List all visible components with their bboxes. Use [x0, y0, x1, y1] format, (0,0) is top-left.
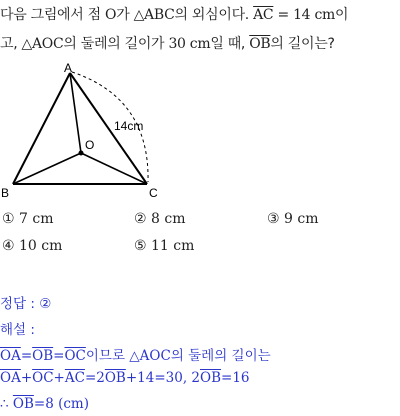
- answer-line: [0, 292, 51, 312]
- segment-oa-text: $\overline{OA}$: [0, 370, 21, 386]
- perimeter-value: 30 cm: [168, 36, 211, 52]
- question-text: 의 길이는?: [270, 36, 335, 52]
- final-answer: =8 (cm): [33, 396, 89, 412]
- choice-number: ③: [267, 211, 280, 227]
- point-o-dot: [79, 151, 84, 156]
- triangle-aoc-text: △AOC: [129, 348, 171, 364]
- explanation-label: [0, 318, 35, 338]
- equation-part: =16: [221, 370, 250, 386]
- vertex-c-label: C: [149, 186, 158, 200]
- segment-ac: $\overline{AC}$: [253, 7, 274, 23]
- choice-5[interactable]: [134, 238, 194, 254]
- triangle-figure: [0, 56, 180, 208]
- segment-ob: $\overline{OB}$: [249, 36, 271, 52]
- segment-oc-text: $\overline{OC}$: [32, 370, 54, 386]
- point-o: O: [105, 7, 117, 23]
- question-text: 의 둘레의 길이가: [63, 36, 169, 52]
- segment-oc-text: $\overline{OC}$: [64, 348, 86, 364]
- solution-line-1: [0, 344, 271, 364]
- question-text: 가: [116, 7, 134, 23]
- solution-line-3: [0, 396, 89, 412]
- solution-text: 이므로: [85, 348, 130, 364]
- segment-ob-text: $\overline{OB}$: [12, 396, 34, 412]
- equation-part: +14=30, 2: [125, 370, 201, 386]
- choice-1[interactable]: [2, 211, 54, 227]
- plus: +: [53, 370, 65, 386]
- choice-text: 8 cm: [151, 211, 186, 227]
- answer-value: ②: [39, 296, 52, 312]
- segment-oa-text: $\overline{OA}$: [0, 348, 21, 364]
- question-text: 의 외심이다.: [174, 7, 254, 23]
- solution-text: 의 둘레의 길이는: [170, 348, 271, 364]
- equals: =: [20, 348, 33, 364]
- therefore-symbol: ∴: [0, 396, 13, 412]
- triangle-aoc: △AOC: [21, 36, 64, 52]
- question-text: 이: [334, 7, 349, 23]
- choice-3[interactable]: [267, 211, 319, 227]
- question-text: 일 때,: [210, 36, 250, 52]
- explain-label: 해설 :: [0, 322, 35, 338]
- choice-number: ⑤: [134, 238, 147, 254]
- segment-ob-text: $\overline{OB}$: [104, 370, 126, 386]
- solution-line-2: [0, 370, 250, 386]
- choice-4[interactable]: [2, 238, 62, 254]
- choice-number: ①: [2, 211, 15, 227]
- choice-2[interactable]: [134, 211, 186, 227]
- question-line-2: [0, 33, 335, 53]
- choice-number: ②: [134, 211, 147, 227]
- vertex-a-label: A: [64, 61, 73, 75]
- question-text: 고,: [0, 36, 22, 52]
- plus: +: [20, 370, 33, 386]
- segment-ob-line: [13, 153, 81, 184]
- choice-text: 11 cm: [151, 238, 195, 254]
- segment-ob-text: $\overline{OB}$: [200, 370, 222, 386]
- choice-text: 9 cm: [284, 211, 319, 227]
- triangle-abc: △ABC: [133, 7, 175, 23]
- question-text: 다음 그림에서 점: [0, 7, 106, 23]
- question-line-1: [0, 4, 348, 24]
- point-o-label: O: [85, 138, 95, 152]
- length-label: 14cm: [114, 119, 144, 133]
- choice-text: 10 cm: [19, 238, 63, 254]
- side-ab: [13, 73, 70, 184]
- length-value: = 14 cm: [273, 7, 335, 23]
- choice-number: ④: [2, 238, 15, 254]
- vertex-b-label: B: [1, 186, 10, 200]
- segment-ac-text: $\overline{AC}$: [64, 370, 85, 386]
- segment-ob-text: $\overline{OB}$: [32, 348, 54, 364]
- answer-label: 정답 :: [0, 296, 40, 312]
- choice-text: 7 cm: [19, 211, 54, 227]
- equals: =: [53, 348, 65, 364]
- equation-part: =2: [84, 370, 105, 386]
